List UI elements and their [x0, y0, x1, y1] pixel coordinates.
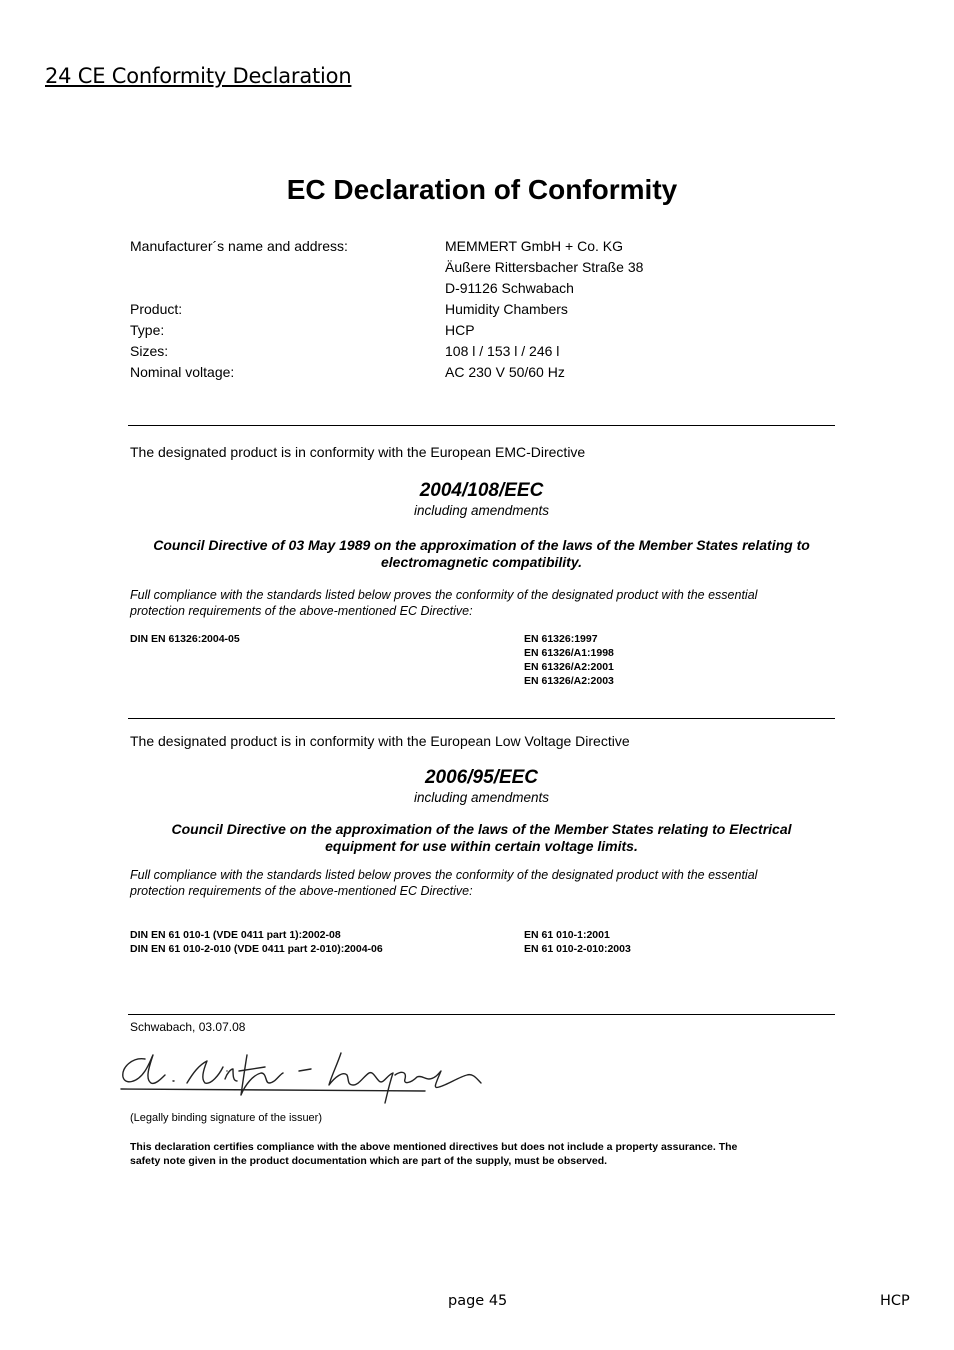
lvd-council-line: Council Directive on the approximation of the laws of the Member States relating to Electrical [171, 821, 792, 837]
lvd-directive: 2006/95/EEC [424, 767, 539, 788]
divider [128, 425, 835, 426]
manufacturer-street: Äußere Rittersbacher Straße 38 [445, 259, 644, 275]
emc-standard: EN 61326:1997 [524, 633, 598, 645]
manufacturer-city: D-91126 Schwabach [445, 280, 574, 296]
lvd-standards-left [130, 928, 383, 956]
sizes-row [130, 341, 643, 362]
disclaimer-line: safety note given in the product documentation which are part of the supply, must be observed. [130, 1155, 608, 1167]
section-title: 24 CE Conformity Declaration [45, 64, 352, 88]
emc-standards-right [524, 632, 614, 688]
lvd-standard: EN 61 010-1:2001 [524, 929, 610, 941]
emc-council-line: electromagnetic compatibility. [381, 554, 582, 570]
type-value: HCP [445, 322, 475, 338]
manufacturer-street-row [130, 257, 643, 278]
emc-compliance-line: protection requirements of the above-mentioned EC Directive: [130, 603, 473, 618]
product-row [130, 299, 643, 320]
manufacturer-name: MEMMERT GmbH + Co. KG [445, 238, 624, 254]
place-date: Schwabach, 03.07.08 [130, 1020, 246, 1034]
lvd-amendments: including amendments [413, 790, 550, 805]
lvd-intro: The designated product is in conformity with the European Low Voltage Directive [130, 733, 630, 749]
disclaimer [130, 1140, 830, 1168]
emc-standard: EN 61326/A2:2001 [524, 661, 614, 673]
voltage-row [130, 362, 643, 383]
product-value: Humidity Chambers [445, 301, 568, 317]
emc-council-line: Council Directive of 03 May 1989 on the approximation of the laws of the Member States relating to [153, 537, 810, 553]
emc-council-text [128, 537, 835, 571]
emc-standard: EN 61326/A2:2003 [524, 675, 614, 687]
emc-intro: The designated product is in conformity with the European EMC-Directive [130, 444, 586, 460]
product-label: Product: [130, 301, 183, 317]
manufacturer-row [130, 236, 643, 257]
signature-image [115, 1045, 495, 1107]
sizes-value: 108 l / 153 l / 246 l [445, 343, 560, 359]
type-label: Type: [130, 322, 165, 338]
footer-model: HCP [880, 1293, 910, 1309]
type-row [130, 320, 643, 341]
page-number: page 45 [448, 1293, 508, 1309]
page-title: EC Declaration of Conformity [286, 174, 678, 205]
emc-compliance-line: Full compliance with the standards listed below proves the conformity of the designated product with the essential [130, 588, 758, 602]
lvd-council-text [128, 821, 835, 855]
emc-amendments: including amendments [413, 503, 550, 518]
product-info [130, 236, 643, 383]
disclaimer-line: This declaration certifies compliance with the above mentioned directives but does not include a property assurance. The [130, 1141, 738, 1153]
signature-caption: (Legally binding signature of the issuer) [130, 1112, 323, 1124]
sizes-label: Sizes: [130, 343, 169, 359]
lvd-compliance-line: Full compliance with the standards listed below proves the conformity of the designated product with the essential [130, 868, 758, 882]
lvd-standards-right [524, 928, 631, 956]
manufacturer-city-row [130, 278, 643, 299]
emc-standard: EN 61326/A1:1998 [524, 647, 614, 659]
voltage-label: Nominal voltage: [130, 364, 235, 380]
lvd-council-line: equipment for use within certain voltage limits. [325, 838, 638, 854]
lvd-compliance-line: protection requirements of the above-mentioned EC Directive: [130, 883, 473, 898]
divider [128, 718, 835, 719]
emc-compliance-text [130, 588, 820, 619]
divider [128, 1014, 835, 1015]
emc-directive: 2004/108/EEC [419, 480, 544, 501]
lvd-compliance-text [130, 868, 820, 899]
emc-standard-left: DIN EN 61326:2004-05 [130, 633, 240, 645]
voltage-value: AC 230 V 50/60 Hz [445, 364, 565, 380]
lvd-standard: DIN EN 61 010-1 (VDE 0411 part 1):2002-08 [130, 929, 341, 941]
lvd-standard: DIN EN 61 010-2-010 (VDE 0411 part 2-010):2004-06 [130, 943, 383, 955]
lvd-standard: EN 61 010-2-010:2003 [524, 943, 631, 955]
manufacturer-label: Manufacturer´s name and address: [130, 238, 348, 254]
